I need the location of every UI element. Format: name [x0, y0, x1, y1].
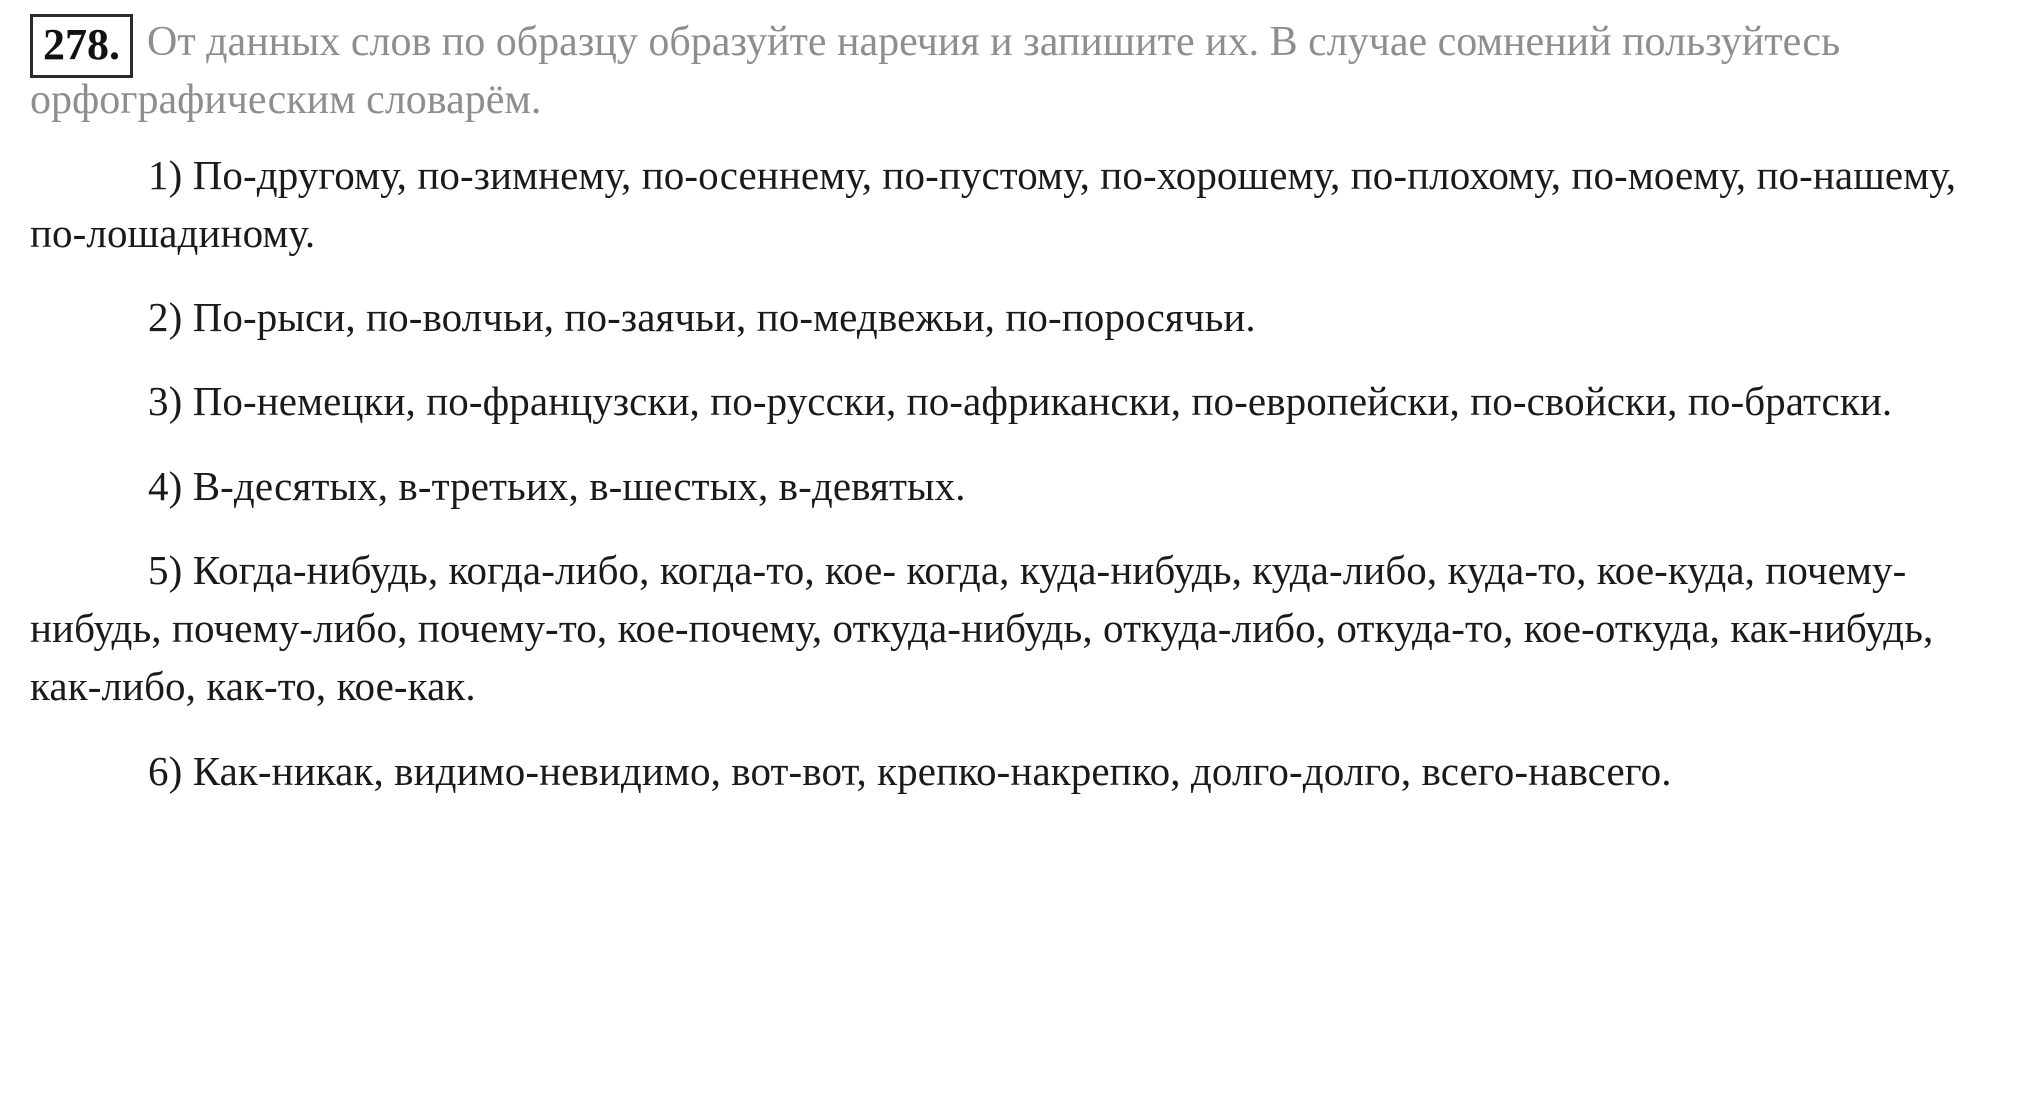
answer-item: 6) Как-никак, видимо-невидимо, вот-вот, крепко-накрепко, долго-долго, всего-навсего.: [148, 747, 1672, 794]
exercise-number: 278.: [30, 14, 133, 78]
answer-item: 5) Когда-нибудь, когда-либо, когда-то, кое- когда, куда-нибудь, куда-либо, куда-то, кое-куда, почему-нибудь, почему-либо, почему-то, кое-почему, откуда-нибудь, откуда-либо, откуда-то, кое-откуда, как-нибудь, как-либо, как-то, кое-как.: [30, 546, 1934, 710]
answer-item: 1) По-другому, по-зимнему, по-осеннему, по-пустому, по-хорошему, по-плохому, по-моему, по-нашему, по-лошадиному.: [30, 151, 1957, 256]
answers-list: [30, 146, 1957, 800]
answer-item: 4) В-десятых, в-третьих, в-шестых, в-девятых.: [148, 462, 966, 509]
exercise-prompt: От данных слов по образцу образуйте наречия и запишите их. В случае сомнений пользуйтесь орфографическим словарём.: [30, 19, 1841, 123]
answer-item: 2) По-рыси, по-волчьи, по-заячьи, по-медвежьи, по-поросячьи.: [148, 294, 1256, 341]
answer-item: 3) По-немецки, по-французски, по-русски, по-африкански, по-европейски, по-свойски, по-братски.: [148, 378, 1893, 425]
exercise-header: [30, 10, 1957, 128]
